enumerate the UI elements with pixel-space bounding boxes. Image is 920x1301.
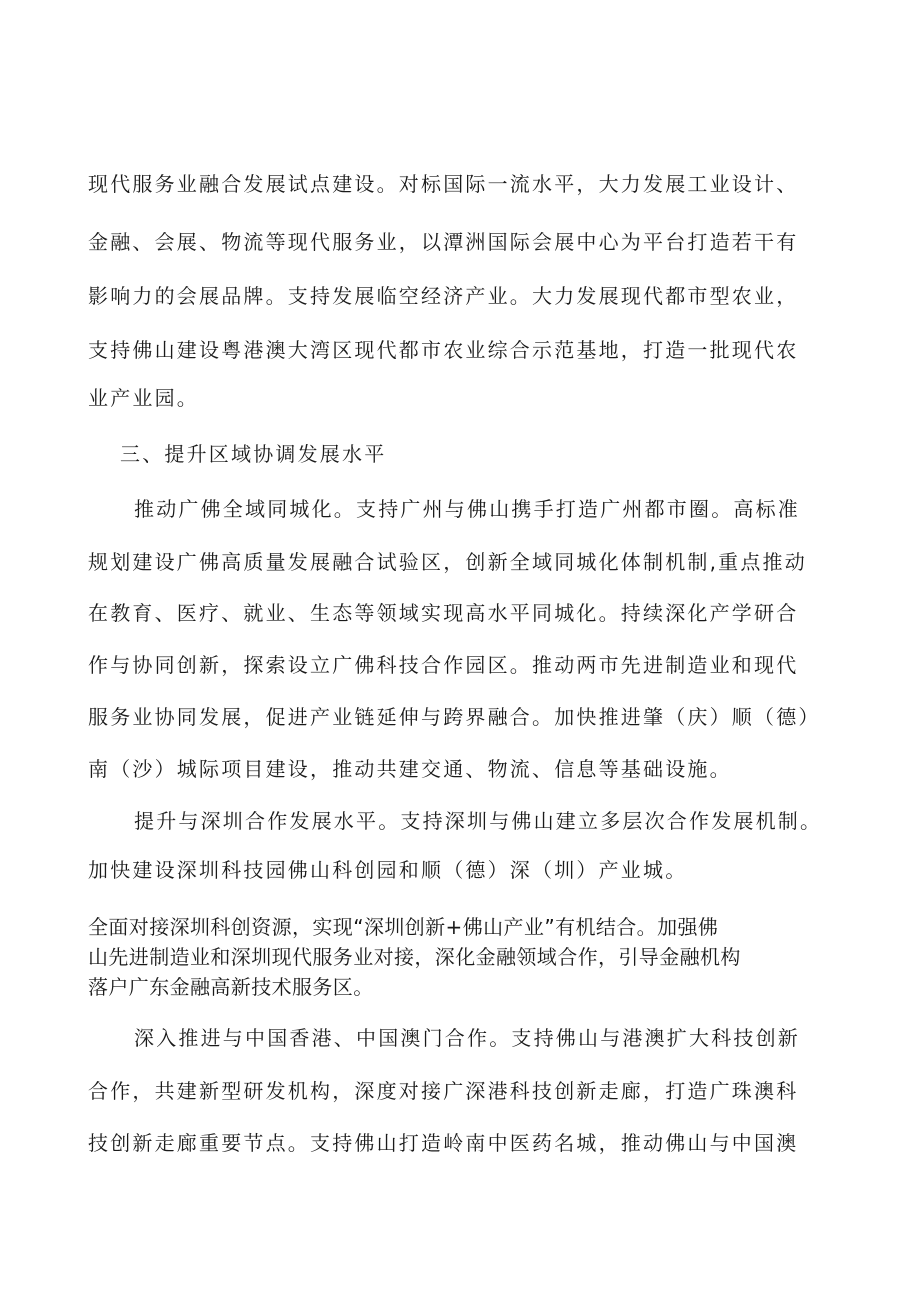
body-line: 合作，共建新型研发机构，深度对接广深港科技创新走廊，打造广珠澳科 <box>88 1079 799 1103</box>
body-line: 落户广东金融高新技术服务区。 <box>88 975 374 999</box>
body-line: 在教育、医疗、就业、生态等领域实现高水平同城化。持续深化产学研合 <box>88 601 799 625</box>
body-line: 山先进制造业和深圳现代服务业对接，深化金融领域合作，引导金融机构 <box>88 945 741 969</box>
body-line: 金融、会展、物流等现代服务业，以潭洲国际会展中心为平台打造若干有 <box>88 230 799 254</box>
paragraph-first-line: 推动广佛全域同城化。支持广州与佛山携手打造广州都市圈。高标准 <box>134 497 800 521</box>
body-line: 全面对接深圳科创资源，实现“深圳创新+佛山产业”有机结合。加强佛 <box>88 915 719 939</box>
paragraph-first-line: 提升与深圳合作发展水平。支持深圳与佛山建立多层次合作发展机制。 <box>134 809 823 833</box>
body-line: 加快建设深圳科技园佛山科创园和顺（德）深（圳）产业城。 <box>88 858 688 882</box>
body-line: 现代服务业融合发展试点建设。对标国际一流水平，大力发展工业设计、 <box>88 172 799 196</box>
body-line: 服务业协同发展，促进产业链延伸与跨界融合。加快推进肇（庆）顺（德） <box>88 705 821 729</box>
body-line: 业产业园。 <box>88 386 199 410</box>
body-line: 技创新走廊重要节点。支持佛山打造岭南中医药名城，推动佛山与中国澳 <box>88 1131 799 1155</box>
paragraph-first-line: 深入推进与中国香港、中国澳门合作。支持佛山与港澳扩大科技创新 <box>134 1026 800 1050</box>
section-heading: 三、提升区域协调发展水平 <box>120 442 387 466</box>
body-line: 南（沙）城际项目建设，推动共建交通、物流、信息等基础设施。 <box>88 757 732 781</box>
body-line: 支持佛山建设粤港澳大湾区现代都市农业综合示范基地，打造一批现代农 <box>88 338 799 362</box>
body-line: 影响力的会展品牌。支持发展临空经济产业。大力发展现代都市型农业， <box>88 284 799 308</box>
body-line: 规划建设广佛高质量发展融合试验区，创新全域同城化体制机制,重点推动 <box>88 550 807 574</box>
body-line: 作与协同创新，探索设立广佛科技合作园区。推动两市先进制造业和现代 <box>88 653 799 677</box>
